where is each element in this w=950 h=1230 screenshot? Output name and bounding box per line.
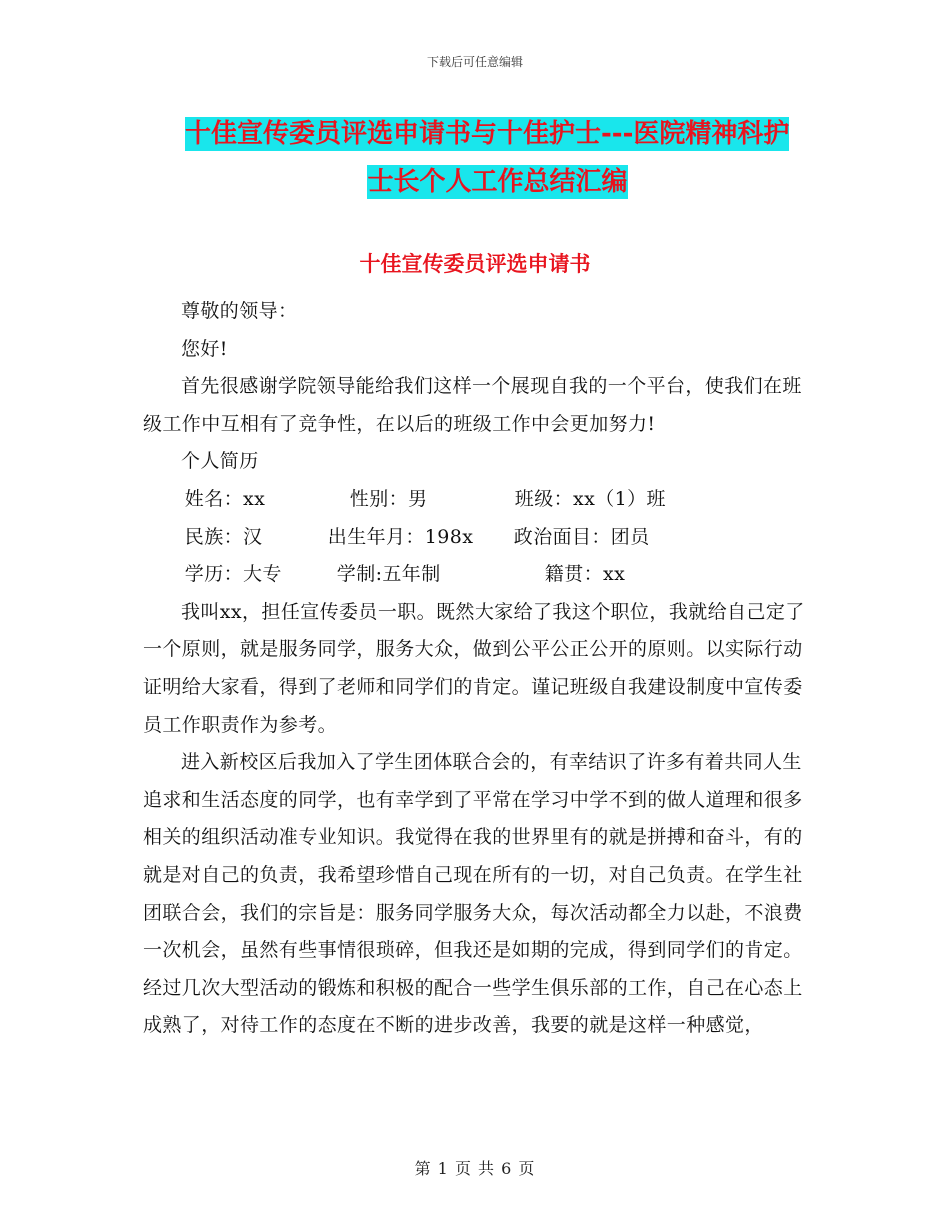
resume-political-status: 政治面目：团员	[513, 525, 650, 548]
resume-name: 姓名：xx	[184, 487, 266, 510]
document-title	[185, 110, 810, 206]
greeting: 尊敬的领导：	[181, 300, 298, 322]
paragraph-intro: 首先很感谢学院领导能给我们这样一个展现自我的一个平台，使我们在班级工作中互相有了竞争性，在以后的班级工作中会更加努力!	[143, 375, 802, 435]
paragraph-union: 进入新校区后我加入了学生团体联合会的，有幸结识了许多有着共同人生追求和生活态度的同学，也有幸学到了平常在学习中学不到的做人道理和很多相关的组织活动准专业知识。我觉得在我的世界里有的就是拼搏和奋斗，有的就是对自己的负责，我希望珍惜自己现在所有的一切，对自己负责。在学生社团联合会，我们的宗旨是：服务同学服务大众，每次活动都全力以赴，不浪费一次机会，虽然有些事情很琐碎，但我还是如期的完成，得到同学们的肯定。经过几次大型活动的锻炼和积极的配合一些学生俱乐部的工作，自己在心态上成熟了，对待工作的态度在不断的进步改善，我要的就是这样一种感觉，	[143, 751, 803, 1037]
title-line-2: 士长个人工作总结汇编	[367, 167, 628, 197]
title-line-1: 十佳宣传委员评选申请书与十佳护士---医院精神科护	[185, 119, 790, 149]
resume-education: 学历：大专	[184, 563, 282, 586]
resume-gender: 性别：男	[349, 487, 428, 510]
resume-heading: 个人简历	[181, 450, 259, 473]
document-body	[143, 293, 805, 1045]
resume-row-3	[143, 556, 805, 594]
resume-row-1	[143, 481, 805, 519]
salutation: 您好!	[181, 337, 228, 360]
resume-ethnicity: 民族：汉	[184, 525, 263, 548]
resume-class: 班级：xx（1）班	[514, 487, 666, 510]
header-note: 下载后可任意编辑	[426, 55, 523, 69]
page-footer: 第 1 页 共 6 页	[414, 1159, 536, 1178]
resume-row-2	[143, 519, 805, 557]
paragraph-role: 我叫xx，担任宣传委员一职。既然大家给了我这个职位，我就给自己定了一个原则，就是服务同学，服务大众，做到公平公正公开的原则。以实际行动证明给大家看，得到了老师和同学们的肯定。谨记班级自我建设制度中宣传委员工作职责作为参考。	[143, 600, 805, 736]
resume-birth: 出生年月：198x	[327, 525, 474, 548]
section-title: 十佳宣传委员评选申请书	[359, 252, 591, 276]
resume-program-length: 学制:五年制	[336, 563, 441, 586]
resume-hometown: 籍贯：xx	[544, 563, 626, 586]
